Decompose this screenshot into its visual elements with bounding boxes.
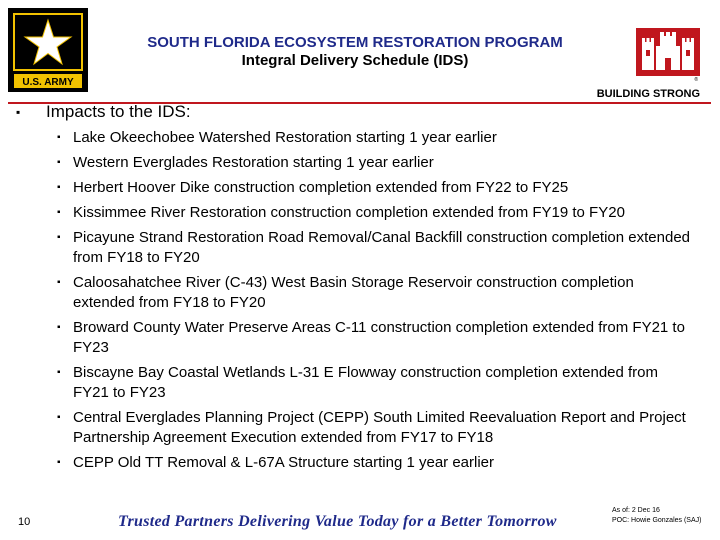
- square-bullet-icon: ▪: [16, 105, 21, 119]
- list-item-text: Herbert Hoover Dike construction completion extended from FY22 to FY25: [73, 179, 569, 196]
- square-bullet-icon: ▪: [57, 367, 61, 378]
- list-item-text: Biscayne Bay Coastal Wetlands L-31 E Flowway construction completion extended from FY21 to FY23: [73, 364, 659, 401]
- list-item: [16, 318, 696, 358]
- list-item: [16, 363, 696, 403]
- square-bullet-icon: ▪: [57, 132, 61, 143]
- page-subtitle: Integral Delivery Schedule (IDS): [241, 52, 469, 69]
- list-item: [16, 408, 696, 448]
- square-bullet-icon: ▪: [57, 207, 61, 218]
- list-item: [16, 273, 696, 313]
- square-bullet-icon: ▪: [57, 412, 61, 423]
- header-titles: [100, 34, 610, 70]
- registered-mark: ®: [694, 77, 698, 82]
- square-bullet-icon: ▪: [57, 232, 61, 243]
- list-item: [16, 128, 696, 148]
- square-bullet-icon: ▪: [57, 277, 61, 288]
- square-bullet-icon: ▪: [57, 457, 61, 468]
- list-item: [16, 228, 696, 268]
- list-item-text: Central Everglades Planning Project (CEPP) South Limited Reevaluation Report and Project Partnership Agreement Execution extended from FY17 to FY18: [73, 409, 686, 446]
- castle-logo: [636, 28, 700, 82]
- list-item-text: Picayune Strand Restoration Road Removal/Canal Backfill construction completion extended from FY18 to FY20: [73, 229, 690, 266]
- list-item-text: Caloosahatchee River (C-43) West Basin Storage Reservoir construction completion extended from FY18 to FY20: [73, 274, 634, 311]
- army-logo-text: U.S. ARMY: [22, 77, 74, 88]
- list-item: [16, 203, 696, 223]
- impacts-list: [16, 128, 696, 473]
- list-item-text: Lake Okeechobee Watershed Restoration starting 1 year earlier: [73, 129, 497, 146]
- list-item: [16, 453, 696, 473]
- page-number: 10: [18, 516, 31, 528]
- list-item: [16, 153, 696, 173]
- building-strong-tagline: BUILDING STRONG: [596, 88, 700, 100]
- us-army-logo: [8, 8, 88, 92]
- list-item-text: Western Everglades Restoration starting 1 year earlier: [73, 154, 434, 171]
- as-of-note: [612, 506, 718, 526]
- list-item-text: Kissimmee River Restoration construction completion extended from FY19 to FY20: [73, 204, 625, 221]
- impacts-heading-text: Impacts to the IDS:: [46, 102, 191, 121]
- list-item-text: CEPP Old TT Removal & L-67A Structure starting 1 year earlier: [73, 454, 495, 471]
- slide-content: [16, 102, 696, 478]
- square-bullet-icon: ▪: [57, 182, 61, 193]
- page-title: SOUTH FLORIDA ECOSYSTEM RESTORATION PROGRAM: [147, 34, 563, 51]
- footer-motto: Trusted Partners Delivering Value Today for a Better Tomorrow: [118, 513, 557, 530]
- square-bullet-icon: ▪: [57, 157, 61, 168]
- square-bullet-icon: ▪: [57, 322, 61, 333]
- impacts-heading: [16, 102, 696, 122]
- list-item-text: Broward County Water Preserve Areas C-11 construction completion extended from FY21 to FY23: [73, 319, 685, 356]
- as-of-date: As of: 2 Dec 16: [612, 507, 660, 514]
- poc-contact: POC: Howie Gonzales (SAJ): [612, 517, 702, 524]
- list-item: [16, 178, 696, 198]
